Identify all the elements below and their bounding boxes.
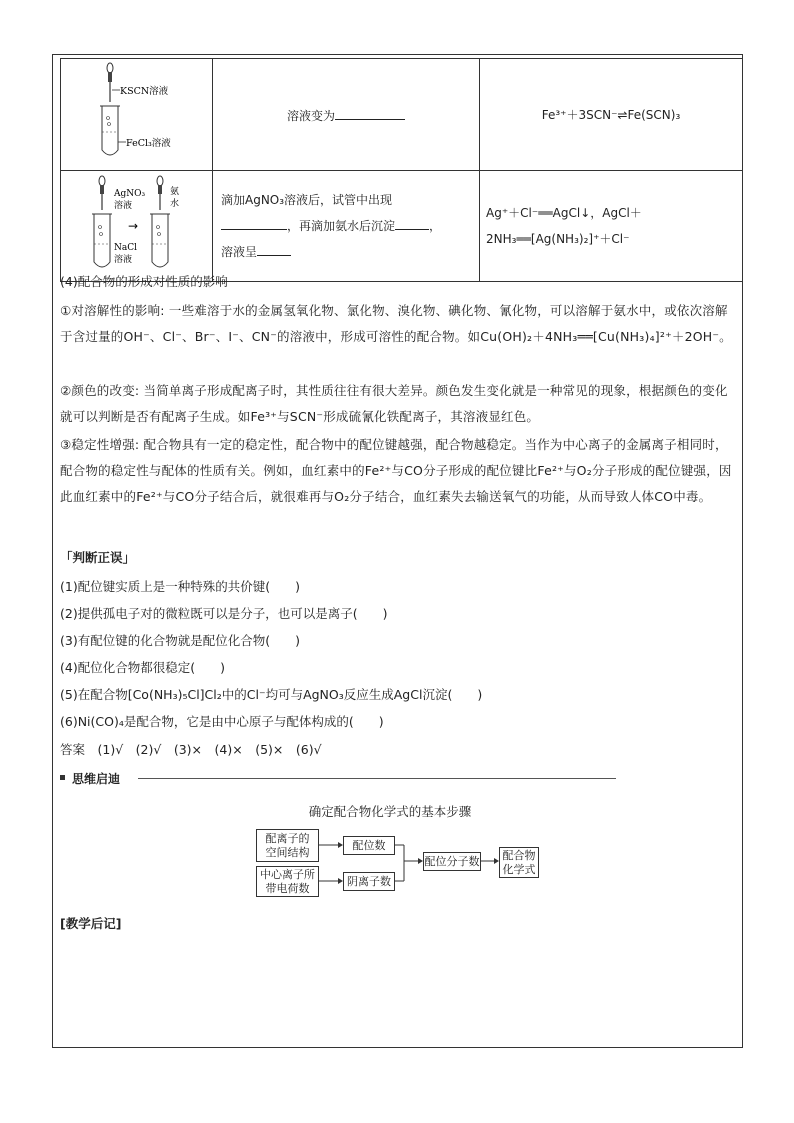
- flow-box-formula: [499, 847, 539, 878]
- flow-box-anion-count: [343, 872, 395, 891]
- reagent-label: AgNO₃: [114, 189, 146, 199]
- answer-line: 答案 (1)√ (2)√ (3)× (4)× (5)× (6)√: [60, 742, 322, 757]
- judge-heading: 「判断正误」: [60, 550, 136, 565]
- flow-box-text: 化学式: [502, 862, 536, 876]
- equation-line: Ag⁺＋Cl⁻══AgCl↓，AgCl＋: [486, 206, 642, 220]
- section-title: (4)配合物的形成对性质的影响: [60, 274, 228, 289]
- solution-label: NaCl: [114, 243, 138, 253]
- observation-line: 滴加AgNO₃溶液后，试管中出现: [221, 193, 393, 207]
- observation-text: 溶液变为: [286, 109, 335, 123]
- paragraph-color: ②颜色的改变: 当简单离子形成配离子时，其性质往往有很大差异。颜色发生变化就是一种常见的现象，根据颜色的变化就可以判断是否有配离子生成。如Fe³⁺与SCN⁻形成硫氰化铁配离子，其溶液显红色。: [60, 383, 728, 424]
- flow-box-text: 配离子的: [265, 831, 310, 845]
- ammonia-label: 氨: [170, 187, 180, 197]
- observation-line: ，再滴加氨水后沉淀 ，: [221, 213, 478, 239]
- flow-box-text: 配合物: [502, 848, 536, 862]
- flowchart-title: 确定配合物化学式的基本步骤: [308, 804, 472, 819]
- flow-box-text: 空间结构: [265, 845, 310, 859]
- equation-line: 2NH₃══[Ag(NH₃)₂]⁺＋Cl⁻: [486, 232, 630, 246]
- thinking-label: 思维启迪: [72, 772, 121, 786]
- equation-text: Fe³⁺＋3SCN⁻⇌Fe(SCN)₃: [541, 108, 681, 122]
- flow-box-text: 中心离子所: [260, 867, 315, 881]
- judge-item-5: (5)在配合物[Co(NH₃)₅Cl]Cl₂中的Cl⁻均可与AgNO₃反应生成AgCl沉淀( ): [60, 687, 483, 702]
- observation-text: 溶液呈: [221, 245, 258, 259]
- flow-box-text: 配位分子数: [424, 854, 480, 868]
- teaching-notes-heading: [教学后记]: [60, 916, 122, 931]
- judge-item-1: (1)配位键实质上是一种特殊的共价键( ): [60, 579, 300, 594]
- flow-box-ligand-count: [423, 852, 481, 871]
- judge-item-3: (3)有配位键的化合物就是配位化合物( ): [60, 633, 300, 648]
- judge-item-2: (2)提供孤电子对的微粒既可以是分子，也可以是离子( ): [60, 606, 388, 621]
- observation-text: ，再滴加氨水后沉淀: [287, 219, 396, 233]
- judge-item-6: (6)Ni(CO)₄是配合物，它是由中心原子与配体构成的( ): [60, 714, 384, 729]
- flow-box-coordination-number: [343, 836, 395, 855]
- solution-label: 溶液: [114, 255, 133, 265]
- paragraph-solubility: ①对溶解性的影响: 一些难溶于水的金属氢氧化物、氯化物、溴化物、碘化物、氰化物，可以溶解于氨水中，或依次溶解于含过量的OH⁻、Cl⁻、Br⁻、I⁻、CN⁻的溶液中，形成可溶性的配合物。如Cu(OH)₂＋4NH₃══[Cu(NH₃)₄]²⁺＋2OH⁻。: [60, 303, 732, 344]
- flow-box-ion-structure: [256, 829, 319, 862]
- reagent-label: 溶液: [114, 201, 133, 211]
- reagent-label: KSCN溶液: [120, 86, 169, 97]
- ammonia-label: 水: [170, 199, 180, 209]
- flow-box-center-charge: [256, 866, 319, 897]
- flow-box-text: 带电荷数: [265, 881, 310, 895]
- paragraph-stability: ③稳定性增强: 配合物具有一定的稳定性，配合物中的配位键越强，配合物越稳定。当作为中心离子的金属离子相同时，配合物的稳定性与配体的性质有关。例如，血红素中的Fe²⁺与CO分子形成的配位键比Fe²⁺与O₂分子形成的配位键强，因此血红素中的Fe²⁺与CO分子结合后，就很难再与O₂分子结合，血红素失去输送氧气的功能，从而导致人体CO中毒。: [60, 437, 732, 504]
- solution-label: FeCl₃溶液: [126, 138, 171, 149]
- flow-box-text: 阴离子数: [347, 874, 391, 888]
- judge-item-4: (4)配位化合物都很稳定( ): [60, 660, 225, 675]
- arrow-icon: →: [128, 219, 139, 233]
- flow-box-text: 配位数: [352, 838, 386, 852]
